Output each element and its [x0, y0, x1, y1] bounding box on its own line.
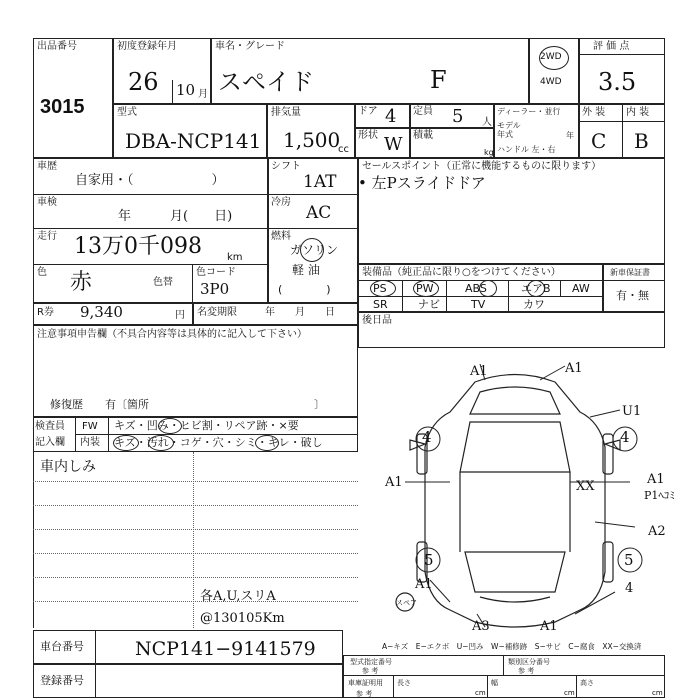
shape: W — [384, 134, 403, 155]
shaken-label: 車検 — [37, 197, 57, 208]
shaken-value: 年 月( 日) — [118, 209, 233, 224]
name-change-label: 名変期限 — [197, 307, 237, 318]
shift-label: シフト — [271, 161, 301, 172]
yen-unit: 円 — [175, 310, 185, 321]
equip-airbag: エアB — [521, 282, 551, 295]
selling-label: セールスポイント（正常に機能するものに限ります） — [362, 161, 602, 172]
drive-4wd: 4WD — [540, 77, 562, 87]
damage-legend: A−キズ E−エクボ U−凹み W−補修跡 S−サビ C−腐食 XX−交換済 — [382, 642, 642, 651]
inspector-label-2: 記入欄 — [35, 437, 65, 448]
car-name: スペイド — [218, 68, 314, 96]
color-code-label: 色コード — [196, 267, 236, 278]
width-unit: cm — [564, 689, 575, 697]
mark-exchanged: XX — [576, 479, 595, 494]
height-unit: cm — [652, 689, 663, 697]
dealer-label: ディーラー・並行 — [497, 107, 561, 116]
history-label: 車歴 — [37, 161, 57, 172]
reg-year: 26 — [128, 68, 159, 96]
meter-comment: @130105Km — [200, 611, 285, 626]
equip-aw: AW — [572, 282, 590, 295]
mark-right-side: A1 — [647, 472, 665, 487]
warranty-value: 有・無 — [616, 289, 649, 302]
mark-left-side: A1 — [385, 475, 403, 490]
history-value: 自家用・（ ） — [75, 173, 225, 188]
interior-check-label: 内装 — [80, 437, 100, 448]
displacement: 1,500 — [283, 128, 341, 152]
mark-rear-bumper-right: A1 — [540, 619, 558, 634]
width-label: 幅 — [491, 679, 498, 687]
ac-label: 冷房 — [271, 197, 291, 208]
size-label: 車庫証明用 — [348, 679, 383, 687]
mark-front-right: A1 — [565, 361, 583, 376]
person-unit: 人 — [482, 117, 492, 128]
equip-tv: TV — [471, 298, 486, 311]
fuel-paren: ( ) — [278, 283, 331, 296]
color-change-label: 色替 — [153, 277, 173, 288]
color-label: 色 — [37, 267, 47, 278]
dent-circle — [158, 418, 182, 434]
interior-label: 内 装 — [626, 107, 650, 118]
aftermarket-block — [358, 312, 665, 348]
equip-ps-circle — [370, 280, 396, 297]
scratch-circle — [113, 435, 139, 451]
shift: 1AT — [303, 172, 337, 192]
mileage-label: 走行 — [37, 231, 57, 242]
drive-2wd: 2WD — [540, 52, 562, 62]
aftermarket-label: 後日品 — [362, 315, 392, 326]
recycle-value: 9,340 — [80, 303, 123, 321]
year-unit: 年 — [566, 131, 574, 140]
equip-pw-circle — [413, 280, 439, 297]
recycle-label: R券 — [37, 307, 54, 318]
registration-label: 登録番号 — [40, 674, 84, 687]
equip-pw: PW — [416, 282, 434, 295]
mark-rear-right: 4 — [625, 581, 634, 596]
class-label: 類別区分番号 — [508, 658, 550, 666]
equipment-label: 装備品（純正品に限り○をつけてください） — [362, 267, 561, 278]
length-label: 長さ — [397, 679, 411, 687]
name-change-ymd: 年 月 日 — [265, 307, 335, 318]
type-cert-ref: 参 考 — [362, 667, 379, 675]
equip-sr: SR — [373, 298, 388, 311]
model-year-label: モデル年式 — [497, 121, 521, 139]
equip-leather: カワ — [523, 298, 545, 311]
capacity-label: 定員 — [413, 106, 433, 117]
inspector-label-1: 検査員 — [35, 421, 65, 432]
length-unit: cm — [475, 689, 486, 697]
chassis-number: NCP141−9141579 — [135, 638, 316, 660]
exterior-grade: C — [591, 129, 607, 153]
shape-label: 形状 — [358, 130, 378, 141]
interior-grade: B — [634, 129, 649, 153]
fuel-gas-circle — [300, 238, 324, 262]
mark-rear-quarter: A2 — [648, 524, 666, 539]
mark-tire-fr: 4 — [620, 428, 630, 446]
height-label: 高さ — [580, 679, 594, 687]
month-unit: 月 — [198, 89, 208, 100]
score: 3.5 — [598, 68, 637, 96]
equip-abs: ABS — [465, 282, 487, 295]
handle-label: ハンドル 左・右 — [497, 145, 556, 154]
doors: 4 — [385, 106, 397, 127]
ac: AC — [306, 203, 332, 223]
mark-rear-door: P1ﾍｺﾐ — [644, 489, 675, 502]
doors-label: ドア — [358, 106, 378, 117]
color: 赤 — [70, 270, 93, 295]
spare-label: スペア — [396, 599, 417, 607]
mark-rear-bumper: A3 — [472, 619, 490, 634]
exterior-label: 外 装 — [582, 107, 606, 118]
mark-front-left: A1 — [470, 364, 488, 379]
kg-unit: kg — [484, 148, 494, 157]
overall-comment: 各A,U,スリA — [200, 589, 276, 604]
score-label: 評 価 点 — [593, 41, 630, 52]
km-unit: km — [227, 252, 243, 263]
color-code: 3P0 — [200, 280, 230, 298]
mark-rear-left: A1 — [415, 577, 433, 592]
fuel-light: 軽 油 — [292, 263, 320, 277]
model-code: DBA-NCP141 — [125, 129, 262, 153]
class-ref: 参 考 — [518, 667, 535, 675]
interior-items: キズ・汚れ・コゲ・穴・シミ・キレ・破し — [114, 436, 323, 449]
warranty-label: 新車保証書 — [610, 268, 650, 277]
equip-abs-circle — [479, 280, 497, 297]
equip-ps: PS — [373, 282, 387, 295]
reg-label: 初度登録年月 — [117, 41, 177, 52]
selling-point: • 左Pスライドドア — [358, 174, 486, 192]
spot-circle — [255, 435, 279, 451]
load-label: 積載 — [413, 130, 433, 141]
reg-month: 10 — [176, 81, 196, 99]
fw-label: FW — [82, 421, 98, 432]
mark-fender-right: U1 — [622, 404, 642, 419]
mark-tire-rr: 5 — [624, 551, 634, 569]
capacity: 5 — [452, 106, 464, 127]
chassis-label: 車台番号 — [40, 640, 84, 653]
mark-tire-fl: 4 — [422, 428, 432, 446]
fuel-gas: ガソリン — [290, 243, 339, 257]
stain-circle — [148, 435, 174, 451]
mileage: 13万0千098 — [74, 234, 202, 259]
fw-items: キズ・凹み・ヒビ割・リペア跡・×要 — [114, 419, 299, 432]
notes-label: 注意事項申告欄（不具合内容等は具体的に記入して下さい） — [37, 329, 307, 340]
type-cert-label: 型式指定番号 — [350, 658, 392, 666]
equip-navi: ナビ — [418, 298, 440, 311]
model-label: 型式 — [117, 107, 137, 118]
mark-tire-rl: 5 — [424, 551, 434, 569]
grade: F — [430, 66, 447, 94]
lot-label: 出品番号 — [37, 41, 77, 52]
displacement-label: 排気量 — [271, 107, 301, 118]
inspector-comment: 車内しみ — [40, 459, 96, 475]
repair-history: 修復歴 有〔箇所 〕 — [50, 398, 325, 411]
lot-number: 3015 — [40, 96, 85, 118]
equip-airbag-circle — [527, 280, 545, 297]
name-label: 車名・グレード — [215, 41, 285, 52]
fuel-label: 燃料 — [271, 231, 291, 242]
size-ref: 参 考 — [356, 690, 373, 698]
cc-unit: cc — [338, 144, 349, 155]
